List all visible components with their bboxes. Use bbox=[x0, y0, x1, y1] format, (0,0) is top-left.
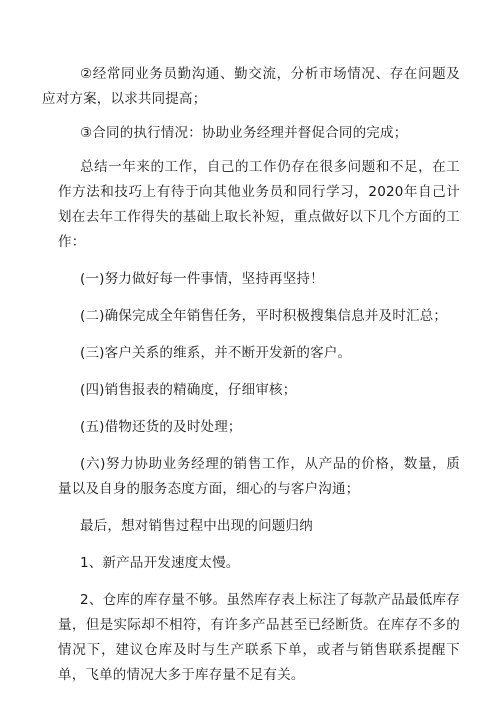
list-item-5: (五)借物还货的及时处理； bbox=[80, 419, 242, 435]
paragraph-communication: ②经常同业务员勤沟通、勤交流，分析市场情况、存在问题及应对方案，以求共同提高； bbox=[42, 66, 460, 107]
problem-item-2: 2、仓库的库存量不够。虽然库存表上标注了每款产品最低库存量，但是实际却不相符，有许多产品甚至已经断货。在库存不多的情况下，建议仓库及时与生产联系下单，或者与销售联系提醒下单，飞单的情况大多于库存量不足有关。 bbox=[58, 592, 460, 683]
list-item-4: (四)销售报表的精确度，仔细审核； bbox=[80, 382, 297, 398]
list-item-6: (六)努力协助业务经理的销售工作，从产品的价格，数量，质量以及自身的服务态度方面，细心的与客户沟通； bbox=[58, 456, 460, 497]
list-item-1: (一)努力做好每一件事情，坚持再坚持！ bbox=[80, 271, 324, 287]
list-item-2: (二)确保完成全年销售任务，平时积极搜集信息并及时汇总； bbox=[80, 308, 448, 324]
paragraph-conclusion-intro: 最后，想对销售过程中出现的问题归纳 bbox=[80, 518, 313, 534]
problem-item-1: 1、新产品开发速度太慢。 bbox=[80, 555, 240, 571]
list-item-3: (三)客户关系的维系，并不断开发新的客户。 bbox=[80, 345, 352, 361]
paragraph-contract-execution: ③合同的执行情况：协助业务经理并督促合同的完成； bbox=[80, 125, 408, 141]
paragraph-annual-summary: 总结一年来的工作，自己的工作仍存在很多问题和不足，在工作方法和技巧上有待于向其他业务员和同行学习，2020年自己计划在去年工作得失的基础上取长补短，重点做好以下几个方面的工作： bbox=[58, 159, 460, 250]
